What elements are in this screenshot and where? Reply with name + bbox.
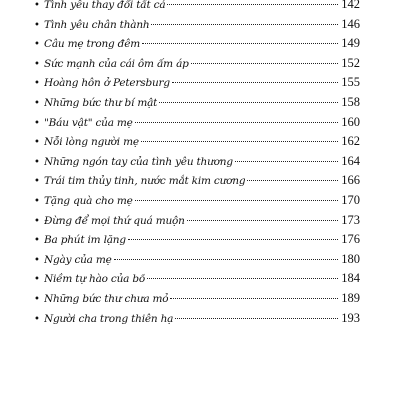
toc-entry-page: 193 — [341, 310, 360, 325]
bullet-icon: • — [34, 176, 40, 188]
table-of-contents — [34, 0, 360, 328]
toc-entry-page: 152 — [341, 55, 360, 70]
bullet-icon: • — [34, 293, 40, 305]
toc-entry-page: 142 — [341, 0, 360, 11]
toc-entry[interactable] — [34, 171, 360, 191]
toc-entry[interactable] — [34, 0, 360, 15]
dot-leader — [114, 259, 338, 260]
bullet-icon: • — [34, 313, 40, 325]
dot-leader — [235, 161, 338, 162]
toc-entry-page: 180 — [341, 251, 360, 266]
toc-entry-title: Những bức thư chưa mở — [44, 292, 169, 305]
dot-leader — [147, 278, 338, 279]
dot-leader — [175, 318, 338, 319]
toc-entry-title: Trái tim thủy tinh, nước mắt kim cương — [44, 175, 246, 188]
bullet-icon: • — [34, 78, 40, 90]
toc-entry-page: 189 — [341, 290, 360, 305]
dot-leader — [170, 298, 338, 299]
bullet-icon: • — [34, 274, 40, 286]
toc-entry[interactable] — [34, 93, 360, 113]
toc-entry[interactable] — [34, 250, 360, 270]
toc-entry-page: 184 — [341, 271, 360, 286]
dot-leader — [142, 43, 338, 44]
bullet-icon: • — [34, 235, 40, 247]
dot-leader — [247, 180, 338, 181]
toc-entry[interactable] — [34, 113, 360, 133]
toc-entry[interactable] — [34, 15, 360, 35]
toc-entry-page: 176 — [341, 232, 360, 247]
bullet-icon: • — [34, 254, 40, 266]
toc-entry-page: 173 — [341, 212, 360, 227]
bullet-icon: • — [34, 58, 40, 70]
dot-leader — [151, 24, 338, 25]
toc-entry-title: Ba phút im lặng — [44, 234, 126, 247]
toc-entry-page: 155 — [341, 75, 360, 90]
toc-entry-title: Những bức thư bí mật — [44, 96, 158, 109]
bullet-icon: • — [34, 0, 40, 11]
toc-entry-page: 164 — [341, 153, 360, 168]
toc-entry[interactable] — [34, 230, 360, 250]
bullet-icon: • — [34, 215, 40, 227]
toc-entry[interactable] — [34, 54, 360, 74]
dot-leader — [135, 122, 338, 123]
toc-entry-title: Sức mạnh của cái ôm ấm áp — [44, 57, 189, 70]
toc-entry-title: Hoàng hôn ở Petersburg — [44, 77, 170, 90]
toc-entry-title: Nỗi lòng người mẹ — [44, 136, 139, 149]
dot-leader — [172, 82, 338, 83]
toc-entry-title: Những ngón tay của tình yêu thương — [44, 155, 233, 168]
toc-entry-page: 158 — [341, 94, 360, 109]
toc-entry[interactable] — [34, 152, 360, 172]
dot-leader — [135, 200, 338, 201]
dot-leader — [141, 141, 338, 142]
toc-entry[interactable] — [34, 132, 360, 152]
toc-entry[interactable] — [34, 73, 360, 93]
toc-entry-page: 160 — [341, 114, 360, 129]
toc-entry[interactable] — [34, 191, 360, 211]
dot-leader — [128, 239, 338, 240]
dot-leader — [191, 63, 338, 64]
toc-entry-title: Người cha trong thiên hạ — [44, 312, 174, 325]
bullet-icon: • — [34, 156, 40, 168]
toc-entry-title: Niềm tự hào của bố — [44, 273, 146, 286]
toc-entry-page: 166 — [341, 173, 360, 188]
toc-entry-title: Đừng để mọi thứ quá muộn — [44, 214, 185, 227]
bullet-icon: • — [34, 39, 40, 51]
toc-entry-page: 146 — [341, 16, 360, 31]
toc-entry[interactable] — [34, 269, 360, 289]
bullet-icon: • — [34, 137, 40, 149]
toc-entry-title: Câu mẹ trong đêm — [44, 38, 140, 51]
toc-entry[interactable] — [34, 211, 360, 231]
toc-entry[interactable] — [34, 34, 360, 54]
toc-entry-page: 149 — [341, 36, 360, 51]
toc-entry-title: Tình yêu thay đổi tất cả — [44, 0, 166, 11]
bullet-icon: • — [34, 19, 40, 31]
toc-entry-title: "Báu vật" của mẹ — [44, 116, 133, 129]
toc-entry-page: 170 — [341, 192, 360, 207]
bullet-icon: • — [34, 97, 40, 109]
dot-leader — [167, 4, 338, 5]
toc-entry[interactable] — [34, 309, 360, 329]
toc-entry-page: 162 — [341, 134, 360, 149]
toc-entry-title: Ngày của mẹ — [44, 253, 112, 266]
toc-entry-title: Tặng quà cho mẹ — [44, 194, 133, 207]
toc-entry-title: Tình yêu chân thành — [44, 18, 150, 31]
toc-entry[interactable] — [34, 289, 360, 309]
dot-leader — [187, 220, 338, 221]
bullet-icon: • — [34, 117, 40, 129]
dot-leader — [159, 102, 338, 103]
bullet-icon: • — [34, 195, 40, 207]
